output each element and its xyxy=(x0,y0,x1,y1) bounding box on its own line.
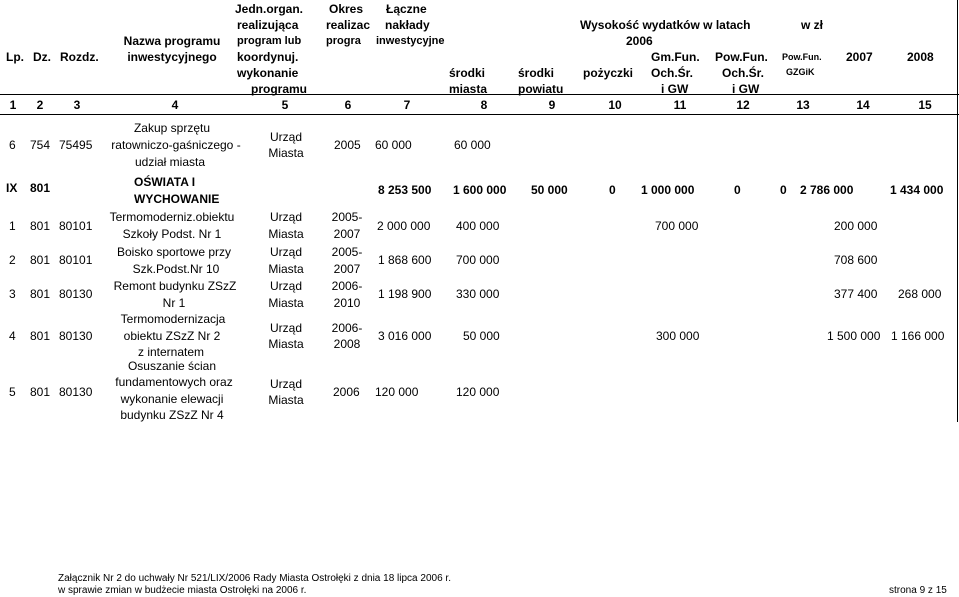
row-y2007: 377 400 xyxy=(834,287,878,301)
row-name-line: z internatem xyxy=(137,345,205,359)
row-srodki-miasta: 400 000 xyxy=(456,219,500,233)
row-name-line: Szk.Podst.Nr 10 xyxy=(132,262,220,276)
header-jedn-5: wykonanie xyxy=(237,66,299,80)
row-name-line: Nr 1 xyxy=(162,296,186,310)
header-gm-3: i GW xyxy=(661,82,689,96)
row-rozdz: 80101 xyxy=(59,253,93,267)
header-pozyczki: pożyczki xyxy=(583,66,634,80)
header-jedn-4: koordynuj. xyxy=(237,50,299,64)
row-name-line: Termomoderniz.obiektu xyxy=(109,210,235,224)
section-pgz: 0 xyxy=(780,183,787,197)
header-lp: Lp. xyxy=(6,50,24,64)
row-unit: Miasta xyxy=(268,337,304,351)
row-total: 3 016 000 xyxy=(378,329,432,343)
section-lp: IX xyxy=(6,181,18,195)
row-total: 60 000 xyxy=(375,138,412,152)
section-y2008: 1 434 000 xyxy=(890,183,944,197)
row-unit: Urząd xyxy=(269,321,303,335)
header-okres-1: Okres xyxy=(329,2,364,16)
row-srodki-miasta: 700 000 xyxy=(456,253,500,267)
row-total: 120 000 xyxy=(375,385,419,399)
row-period: 2005 xyxy=(334,138,361,152)
row-srodki-miasta: 50 000 xyxy=(463,329,500,343)
col-number: 9 xyxy=(548,98,556,112)
row-lp: 2 xyxy=(9,253,16,267)
header-laczne-3: inwestycyjne xyxy=(376,35,445,47)
row-total: 2 000 000 xyxy=(377,219,431,233)
section-dz: 801 xyxy=(30,181,51,195)
row-unit: Miasta xyxy=(268,146,304,160)
header-year-2007: 2007 xyxy=(846,50,873,64)
row-name-line: Szkoły Podst. Nr 1 xyxy=(122,227,222,241)
row-y2008: 1 166 000 xyxy=(891,329,945,343)
row-name-line: udział miasta xyxy=(134,155,206,169)
col-number: 7 xyxy=(403,98,411,112)
header-nazwa-2: inwestycyjnego xyxy=(127,50,217,64)
row-rozdz: 80101 xyxy=(59,219,93,233)
header-pgz-1: Pow.Fun. xyxy=(782,52,822,62)
row-unit: Urząd xyxy=(269,377,303,391)
col-number: 2 xyxy=(36,98,44,112)
col-number: 4 xyxy=(171,98,179,112)
col-number: 13 xyxy=(796,98,810,112)
header-laczne-1: Łączne xyxy=(386,2,427,16)
header-jedn-2: realizująca xyxy=(237,18,299,32)
header-wysokosc: Wysokość wydatków w latach xyxy=(580,18,751,32)
row-period: 2008 xyxy=(333,337,361,351)
row-lp: 5 xyxy=(9,385,16,399)
header-nazwa-1: Nazwa programu xyxy=(123,34,221,48)
row-lp: 3 xyxy=(9,287,16,301)
section-name-line: WYCHOWANIE xyxy=(134,192,220,206)
row-unit: Miasta xyxy=(268,227,304,241)
row-period: 2010 xyxy=(333,296,361,310)
row-y2007: 1 500 000 xyxy=(827,329,881,343)
row-period: 2007 xyxy=(333,227,361,241)
row-rozdz: 75495 xyxy=(59,138,93,152)
row-y2007: 200 000 xyxy=(834,219,878,233)
section-total: 8 253 500 xyxy=(378,183,432,197)
section-srodki-miasta: 1 600 000 xyxy=(453,183,507,197)
row-dz: 801 xyxy=(30,253,51,267)
header-pow-1: Pow.Fun. xyxy=(715,50,768,64)
row-unit: Miasta xyxy=(268,262,304,276)
col-number: 11 xyxy=(673,98,687,112)
row-name-line: Remont budynku ZSzZ xyxy=(113,279,237,293)
row-name-line: Termomodernizacja xyxy=(120,312,226,326)
header-okres-2: realizac xyxy=(326,18,371,32)
row-period: 2005- xyxy=(331,245,363,259)
header-jedn-3: program lub xyxy=(237,35,302,47)
footer-page: strona 9 z 15 xyxy=(889,585,947,596)
row-srodki-miasta: 330 000 xyxy=(456,287,500,301)
header-gm-2: Och.Śr. xyxy=(651,66,694,80)
row-period: 2006- xyxy=(331,321,363,335)
header-year-2006: 2006 xyxy=(626,34,653,48)
row-dz: 801 xyxy=(30,219,51,233)
row-total: 1 198 900 xyxy=(378,287,432,301)
col-numbers-divider xyxy=(0,114,959,115)
row-gm: 700 000 xyxy=(655,219,699,233)
section-name-line: OŚWIATA I xyxy=(134,175,196,189)
col-number: 10 xyxy=(608,98,622,112)
row-dz: 801 xyxy=(30,329,51,343)
row-y2007: 708 600 xyxy=(834,253,878,267)
header-gm-1: Gm.Fun. xyxy=(651,50,700,64)
row-unit: Urząd xyxy=(269,210,303,224)
row-gm: 300 000 xyxy=(656,329,700,343)
col-number: 1 xyxy=(9,98,17,112)
section-gm: 1 000 000 xyxy=(641,183,695,197)
header-pow-2: Och.Śr. xyxy=(722,66,765,80)
row-unit: Miasta xyxy=(268,393,304,407)
row-dz: 801 xyxy=(30,385,51,399)
row-lp: 1 xyxy=(9,219,16,233)
section-srodki-powiatu: 50 000 xyxy=(531,183,568,197)
row-unit: Urząd xyxy=(269,130,303,144)
row-period: 2006 xyxy=(333,385,360,399)
row-period: 2007 xyxy=(333,262,361,276)
row-name-line: budynku ZSzZ Nr 4 xyxy=(120,408,224,422)
col-number: 12 xyxy=(736,98,750,112)
row-unit: Urząd xyxy=(269,279,303,293)
header-srodki-miasta-1: środki xyxy=(449,66,486,80)
row-lp: 4 xyxy=(9,329,16,343)
row-dz: 801 xyxy=(30,287,51,301)
row-srodki-miasta: 60 000 xyxy=(454,138,491,152)
header-pow-3: i GW xyxy=(732,82,760,96)
right-border xyxy=(957,0,958,422)
row-srodki-miasta: 120 000 xyxy=(456,385,500,399)
row-unit: Urząd xyxy=(269,245,303,259)
row-period: 2006- xyxy=(331,279,363,293)
row-total: 1 868 600 xyxy=(378,253,432,267)
header-laczne-2: nakłady xyxy=(385,18,430,32)
col-number: 6 xyxy=(344,98,352,112)
section-y2007: 2 786 000 xyxy=(800,183,854,197)
row-rozdz: 80130 xyxy=(59,287,93,301)
row-period: 2005- xyxy=(331,210,363,224)
row-name-line: ratowniczo-gaśniczego - xyxy=(111,138,241,152)
header-jedn-6: programu xyxy=(251,82,308,96)
row-name-line: Zakup sprzętu xyxy=(133,121,211,135)
col-number: 14 xyxy=(856,98,870,112)
row-rozdz: 80130 xyxy=(59,329,93,343)
col-number: 15 xyxy=(918,98,932,112)
header-year-2008: 2008 xyxy=(907,50,934,64)
header-srodki-powiatu-1: środki xyxy=(518,66,555,80)
row-y2008: 268 000 xyxy=(898,287,942,301)
footer-line-2: w sprawie zmian w budżecie miasta Ostrołęki na 2006 r. xyxy=(58,585,307,596)
row-dz: 754 xyxy=(30,138,51,152)
row-name-line: Boisko sportowe przy xyxy=(116,245,232,259)
section-pow: 0 xyxy=(734,183,741,197)
row-name-line: Osuszanie ścian xyxy=(127,359,217,373)
header-dz: Dz. xyxy=(33,50,51,64)
header-wzl: w zł xyxy=(801,18,824,32)
col-number: 8 xyxy=(480,98,488,112)
header-okres-3: progra xyxy=(326,35,361,47)
header-rozdz: Rozdz. xyxy=(60,50,99,64)
footer-line-1: Załącznik Nr 2 do uchwały Nr 521/LIX/2006 Rady Miasta Ostrołęki z dnia 18 lipca 2006 r. xyxy=(58,573,451,584)
header-srodki-miasta-2: miasta xyxy=(449,82,488,96)
row-lp: 6 xyxy=(9,138,16,152)
row-rozdz: 80130 xyxy=(59,385,93,399)
col-number: 5 xyxy=(281,98,289,112)
col-number: 3 xyxy=(73,98,81,112)
header-jedn-1: Jedn.organ. xyxy=(235,2,304,16)
row-name-line: fundamentowych oraz xyxy=(115,375,233,389)
row-name-line: wykonanie elewacji xyxy=(120,392,224,406)
row-name-line: obiektu ZSzZ Nr 2 xyxy=(123,329,221,343)
row-unit: Miasta xyxy=(268,296,304,310)
section-pozyczki: 0 xyxy=(609,183,616,197)
header-pgz-2: GZGiK xyxy=(786,67,815,77)
header-srodki-powiatu-2: powiatu xyxy=(518,82,564,96)
